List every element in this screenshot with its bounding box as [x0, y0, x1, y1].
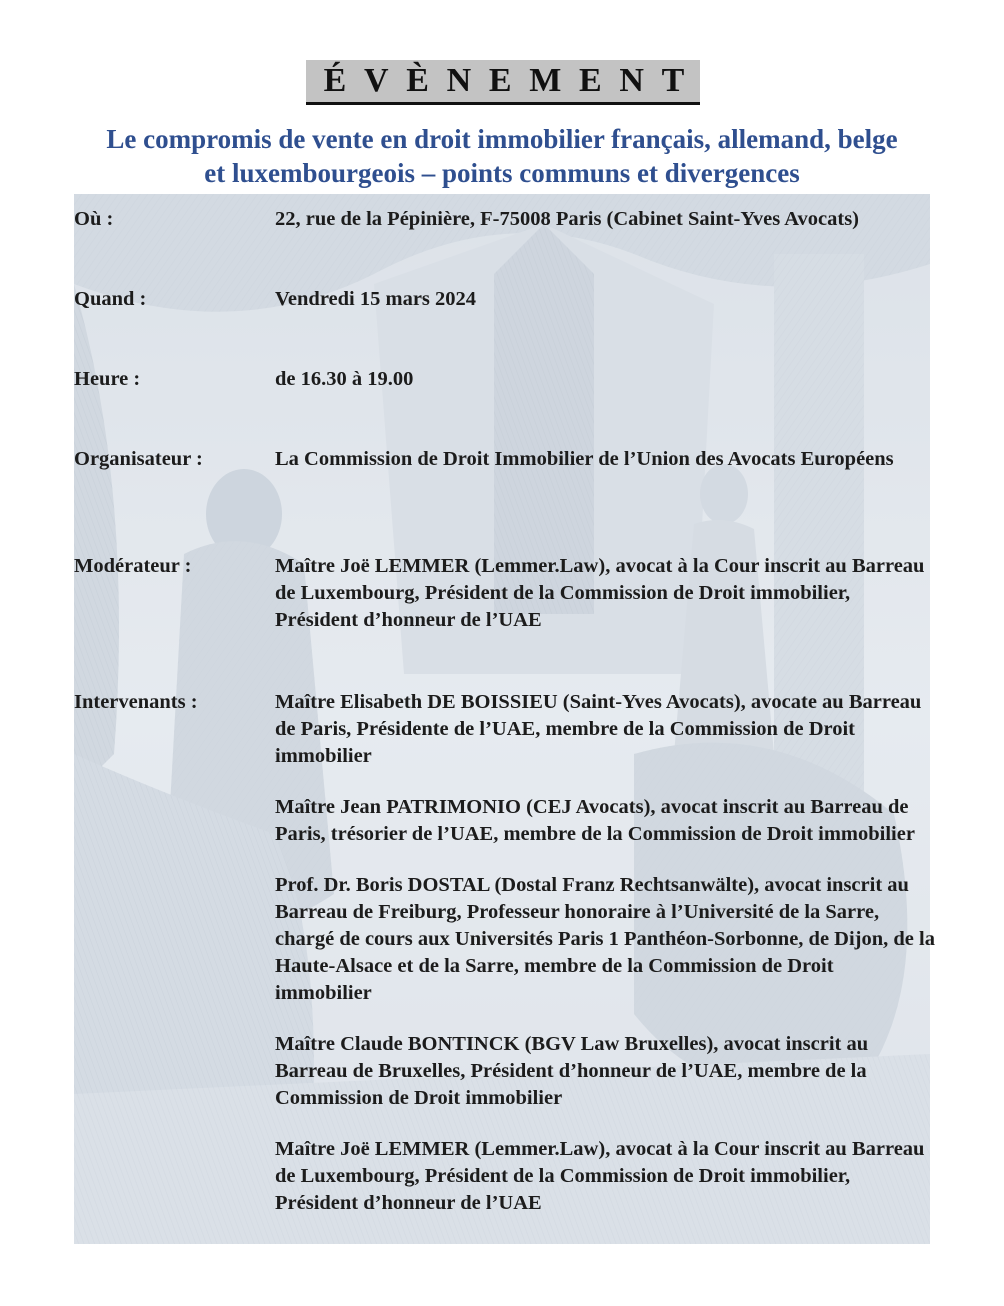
moderator-label: Modérateur : [74, 555, 192, 577]
speakers-list [275, 689, 935, 1241]
subtitle-line-1: Le compromis de vente en droit immobilier français, allemand, belge [106, 124, 898, 154]
location-label: Où : [74, 208, 114, 230]
date-label: Quand : [74, 288, 147, 310]
speaker-item: Maître Joë LEMMER (Lemmer.Law), avocat à la Cour inscrit au Barreau de Luxembourg, Président de la Commission de Droit immobilier, Président d’honneur de l’UAE [275, 1138, 925, 1214]
speaker-item: Maître Claude BONTINCK (BGV Law Bruxelles), avocat inscrit au Barreau de Bruxelles, Président d’honneur de l’UAE, membre de la Commission de Droit immobilier [275, 1033, 869, 1109]
page-heading: ÉVÈNEMENT [306, 60, 700, 105]
organizer-value: La Commission de Droit Immobilier de l’Union des Avocats Européens [275, 448, 894, 470]
time-value: de 16.30 à 19.00 [275, 368, 414, 390]
speakers-label: Intervenants : [74, 691, 198, 713]
date-value: Vendredi 15 mars 2024 [275, 288, 477, 310]
speaker-item: Maître Elisabeth DE BOISSIEU (Saint-Yves Avocats), avocate au Barreau de Paris, Présidente de l’UAE, membre de la Commission de Droit immobilier [275, 691, 922, 767]
event-subtitle [40, 122, 964, 190]
subtitle-line-2: et luxembourgeois – points communs et divergences [204, 158, 800, 188]
speaker-item: Prof. Dr. Boris DOSTAL (Dostal Franz Rechtsanwälte), avocat inscrit au Barreau de Freiburg, Professeur honoraire à l’Université de la Sarre, chargé de cours aux Universités Paris 1 Panthéon-Sorbonne, de Dijon, de la Haute-Alsace et de la Sarre, membre de la Commission de Droit immobilier [275, 874, 935, 1004]
time-label: Heure : [74, 368, 141, 390]
location-value: 22, rue de la Pépinière, F-75008 Paris (Cabinet Saint-Yves Avocats) [275, 208, 859, 230]
speaker-item: Maître Jean PATRIMONIO (CEJ Avocats), avocat inscrit au Barreau de Paris, trésorier de l’UAE, membre de la Commission de Droit immobilier [275, 796, 915, 845]
organizer-label: Organisateur : [74, 448, 203, 470]
moderator-value: Maître Joë LEMMER (Lemmer.Law), avocat à la Cour inscrit au Barreau de Luxembourg, Président de la Commission de Droit immobilier, Président d’honneur de l’UAE [275, 555, 925, 631]
event-details [74, 194, 934, 1244]
